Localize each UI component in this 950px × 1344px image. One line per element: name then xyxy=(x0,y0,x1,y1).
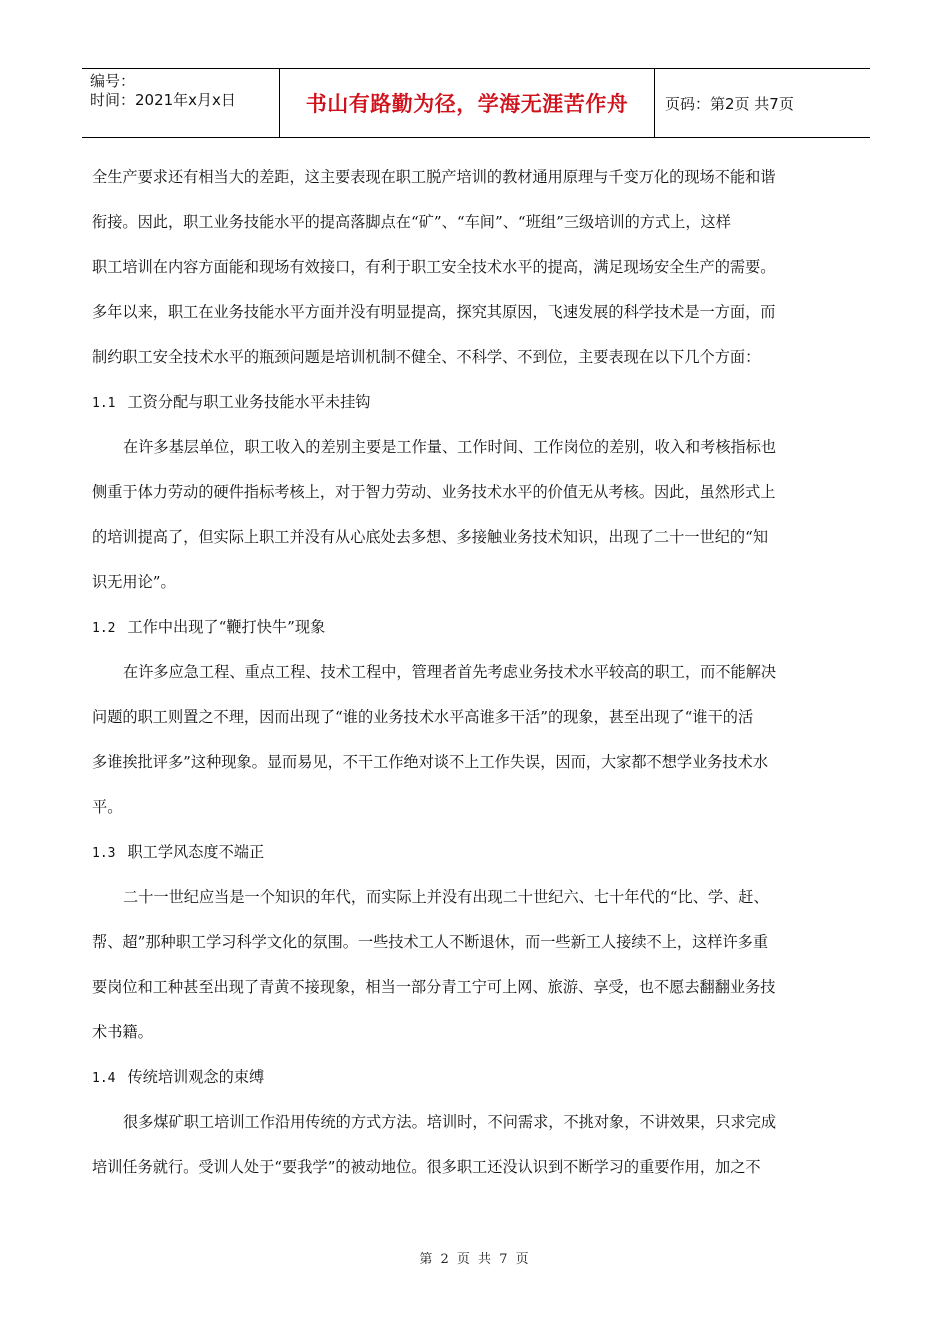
paragraph-line: 平。 xyxy=(92,798,123,816)
paragraph-line: 问题的职工则置之不理，因而出现了“谁的业务技术水平高谁多干活”的现象，甚至出现了“谁干的活 xyxy=(92,708,754,726)
section-title: 工作中出现了“鞭打快牛”现象 xyxy=(127,618,326,636)
header-motto: 书山有路勤为径，学海无涯苦作舟 xyxy=(280,69,655,137)
section-number: 1.4 xyxy=(92,1071,116,1086)
section-title: 职工学风态度不端正 xyxy=(127,843,265,861)
section-heading-1-1 xyxy=(92,391,860,436)
body-line: 多年以来，职工在业务技能水平方面并没有明显提高，探究其原因，飞速发展的科学技术是一方面，而 xyxy=(92,303,776,321)
page-footer: 第 2 页 共 7 页 xyxy=(419,1252,531,1267)
page-header xyxy=(82,68,870,138)
section-heading-1-2 xyxy=(92,616,860,661)
document-body xyxy=(92,166,860,1201)
body-line: 职工培训在内容方面能和现场有效接口，有利于职工安全技术水平的提高，满足现场安全生产的需要。 xyxy=(92,258,776,276)
date-label: 时间：2021年x月x日 xyxy=(90,91,236,109)
paragraph-line: 的培训提高了，但实际上职工并没有从心底处去多想、多接触业务技术知识，出现了二十一世纪的“知 xyxy=(92,528,769,546)
paragraph-line: 帮、超”那种职工学习科学文化的氛围。一些技术工人不断退休，而一些新工人接续不上，这样许多重 xyxy=(92,933,769,951)
paragraph-line: 很多煤矿职工培训工作沿用传统的方式方法。培训时，不问需求，不挑对象，不讲效果，只求完成 xyxy=(123,1113,777,1131)
paragraph-line: 在许多应急工程、重点工程、技术工程中，管理者首先考虑业务技术水平较高的职工，而不能解决 xyxy=(123,663,777,681)
body-line: 全生产要求还有相当大的差距，这主要表现在职工脱产培训的教材通用原理与千变万化的现场不能和谐 xyxy=(92,168,776,186)
number-label: 编号： xyxy=(90,72,136,90)
body-line: 衔接。因此，职工业务技能水平的提高落脚点在“矿”、“车间”、“班组”三级培训的方式上，这样 xyxy=(92,213,731,231)
section-number: 1.3 xyxy=(92,846,116,861)
section-title: 工资分配与职工业务技能水平未挂钩 xyxy=(127,393,371,411)
paragraph-line: 在许多基层单位，职工收入的差别主要是工作量、工作时间、工作岗位的差别，收入和考核指标也 xyxy=(123,438,777,456)
paragraph-line: 术书籍。 xyxy=(92,1023,153,1041)
paragraph-line: 侧重于体力劳动的硬件指标考核上，对于智力劳动、业务技术水平的价值无从考核。因此，虽然形式上 xyxy=(92,483,776,501)
section-number: 1.1 xyxy=(92,396,116,411)
header-meta xyxy=(82,69,280,137)
section-number: 1.2 xyxy=(92,621,116,636)
section-title: 传统培训观念的束缚 xyxy=(127,1068,265,1086)
section-heading-1-4 xyxy=(92,1066,860,1111)
paragraph-line: 多谁挨批评多”这种现象。显而易见，不干工作绝对谈不上工作失误，因而，大家都不想学业务技术水 xyxy=(92,753,769,771)
paragraph-line: 识无用论”。 xyxy=(92,573,176,591)
body-line: 制约职工安全技术水平的瓶颈问题是培训机制不健全、不科学、不到位，主要表现在以下几个方面： xyxy=(92,348,761,366)
section-heading-1-3 xyxy=(92,841,860,886)
paragraph-line: 二十一世纪应当是一个知识的年代，而实际上并没有出现二十世纪六、七十年代的“比、学、赶、 xyxy=(123,888,769,906)
paragraph-line: 培训任务就行。受训人处于“要我学”的被动地位。很多职工还没认识到不断学习的重要作用，加之不 xyxy=(92,1158,761,1176)
header-page-label: 页码：第2页 共7页 xyxy=(665,94,794,113)
paragraph-line: 要岗位和工种甚至出现了青黄不接现象，相当一部分青工宁可上网、旅游、享受，也不愿去翻翻业务技 xyxy=(92,978,776,996)
